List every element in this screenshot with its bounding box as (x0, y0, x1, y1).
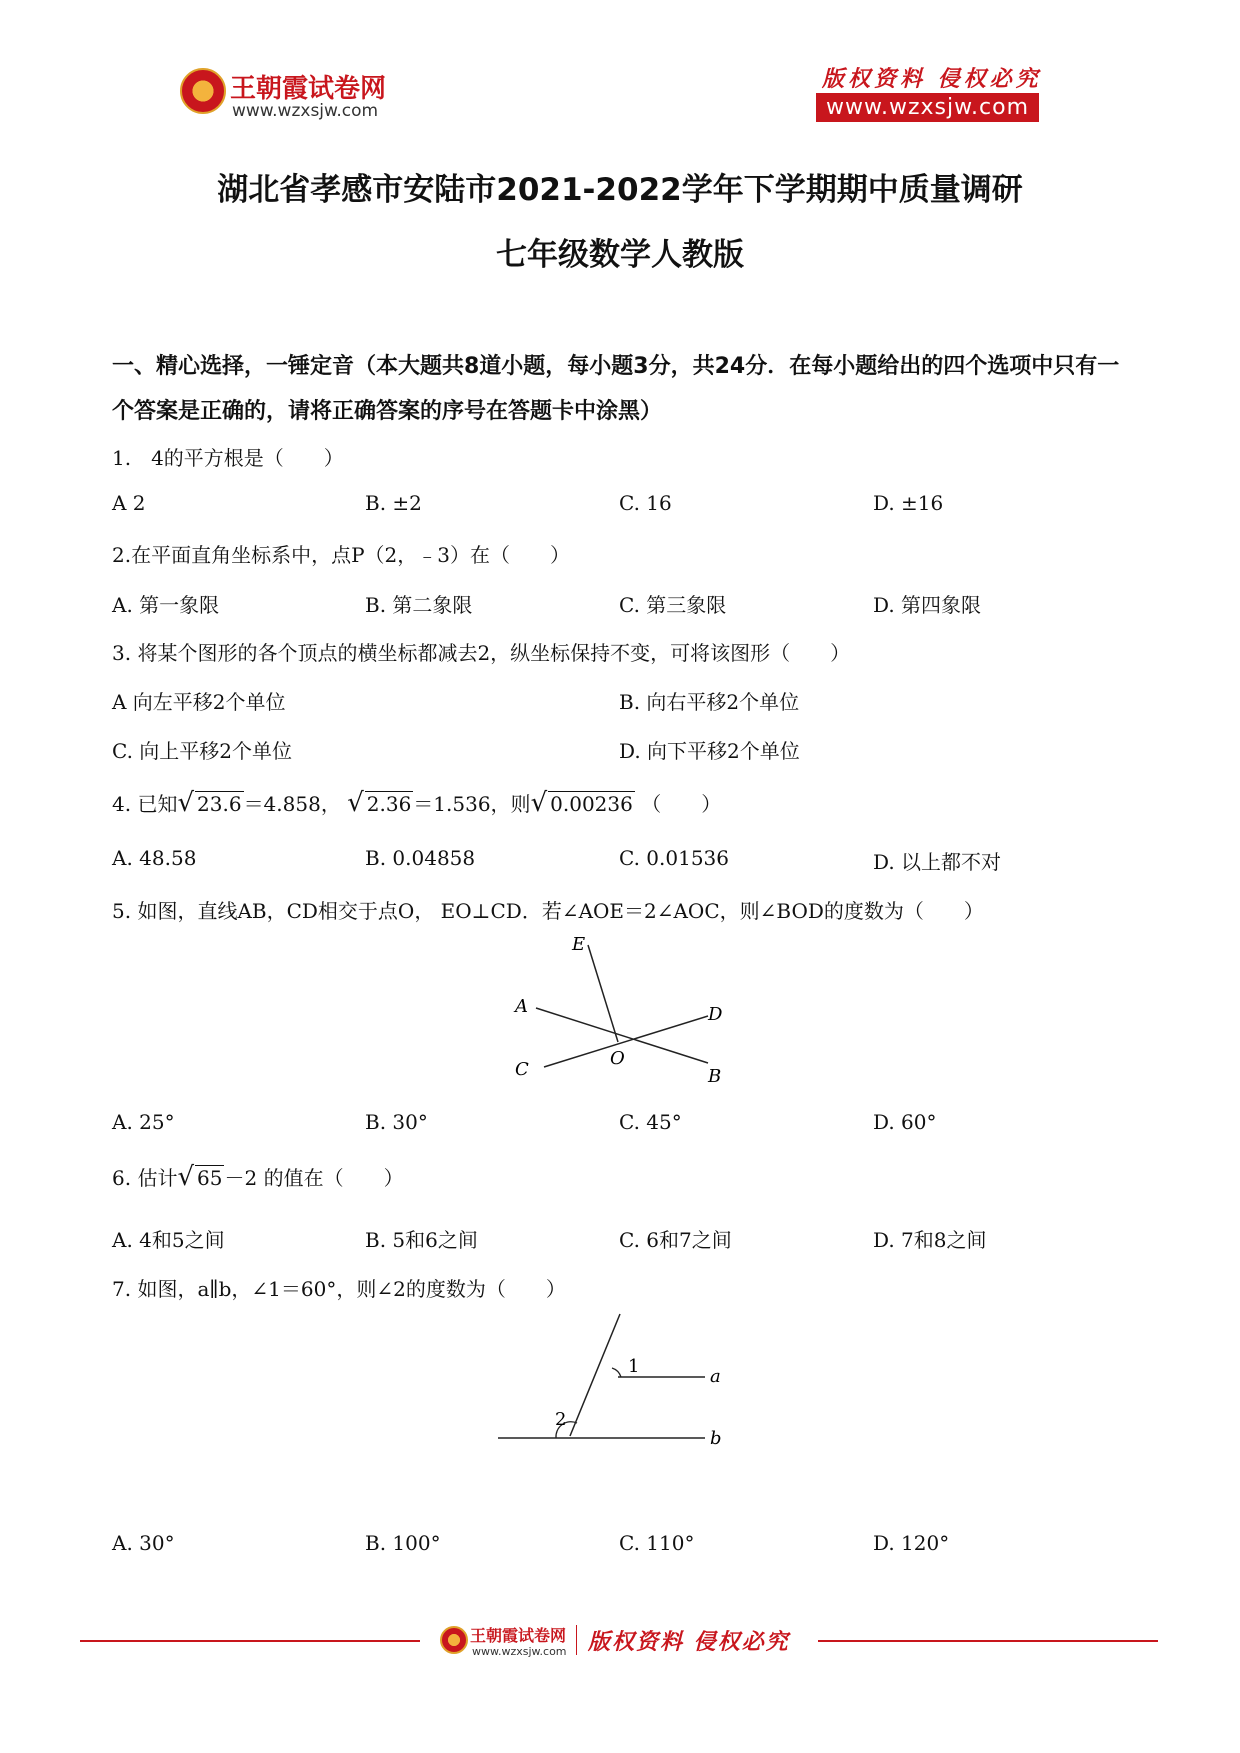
q4-radicand-2: 2.36 (366, 792, 412, 816)
q5-option-a: A. 25° (112, 1110, 175, 1134)
q4-radicand-3: 0.00236 (550, 792, 633, 816)
q2-option-a: A. 第一象限 (112, 593, 220, 617)
q7-option-d: D. 120° (873, 1531, 950, 1555)
label-angle-2: 2 (555, 1409, 567, 1430)
q2-option-c: C. 第三象限 (619, 593, 727, 617)
question-7: 7. 如图，a∥b，∠1＝60°，则∠2的度数为（ ） (112, 1277, 566, 1301)
sqrt-symbol-icon: √ (177, 788, 195, 818)
q1-option-c: C. 16 (619, 491, 672, 515)
q7-option-a: A. 30° (112, 1531, 175, 1555)
q1-option-a: A 2 (112, 491, 146, 515)
q4-option-b: B. 0.04858 (365, 846, 476, 870)
q4-option-d: D. 以上都不对 (873, 850, 1002, 874)
page-title: 湖北省孝感市安陆市2021-2022学年下学期期中质量调研 (217, 172, 1023, 208)
angle-1-arc (612, 1368, 621, 1377)
q2-option-b: B. 第二象限 (365, 593, 473, 617)
q3-option-d: D. 向下平移2个单位 (619, 739, 800, 763)
footer-line-right (818, 1640, 1158, 1642)
footer-seal-icon (440, 1626, 468, 1654)
question-4: 4. 已知√ 23.6 ＝4.858， √ 2.36 ＝1.536，则√ 0.00236 （ ） (112, 788, 722, 818)
transversal-line (570, 1314, 620, 1436)
label-d: D (708, 1004, 723, 1025)
q4-option-a: A. 48.58 (112, 846, 197, 870)
q1-option-d: D. ±16 (873, 491, 944, 515)
label-o: O (610, 1048, 625, 1069)
q7-option-c: C. 110° (619, 1531, 695, 1555)
footer-divider (576, 1625, 577, 1655)
q5-figure (500, 930, 740, 1090)
line-eo (588, 945, 618, 1042)
q5-option-b: B. 30° (365, 1110, 428, 1134)
q7-figure (490, 1310, 740, 1460)
header-copyright: 版权资料 侵权必究 (822, 66, 1042, 92)
q7-option-b: B. 100° (365, 1531, 441, 1555)
q6-option-b: B. 5和6之间 (365, 1228, 478, 1252)
header-logo-name: 王朝霞试卷网 (230, 74, 387, 104)
q5-option-d: D. 60° (873, 1110, 937, 1134)
q3-option-c: C. 向上平移2个单位 (112, 739, 293, 763)
brand-seal-icon (180, 68, 226, 114)
label-a: A (515, 996, 528, 1017)
q6-radicand: 65 (197, 1166, 223, 1190)
question-2: 2.在平面直角坐标系中，点P（2，﹣3）在（ ） (112, 543, 570, 567)
footer-line-left (80, 1640, 420, 1642)
label-c: C (515, 1059, 529, 1080)
q4-option-c: C. 0.01536 (619, 846, 730, 870)
page-subtitle: 七年级数学人教版 (496, 237, 744, 273)
sqrt-symbol-icon: √ (347, 788, 364, 818)
line-cd (544, 1016, 708, 1067)
q4-radicand-1: 23.6 (197, 792, 242, 816)
sqrt-symbol-icon: √ (177, 1162, 195, 1192)
footer-copyright: 版权资料 侵权必究 (588, 1629, 790, 1655)
question-5: 5. 如图，直线AB，CD相交于点O， EO⊥CD．若∠AOE＝2∠AOC，则∠BOD的度数为（ ） (112, 899, 984, 923)
q1-option-b: B. ±2 (365, 491, 422, 515)
q6-option-a: A. 4和5之间 (112, 1228, 225, 1252)
footer-logo-url[interactable]: www.wzxsjw.com (472, 1645, 567, 1658)
header-logo-url[interactable]: www.wzxsjw.com (232, 101, 379, 121)
header-url-badge[interactable]: www.wzxsjw.com (816, 93, 1039, 122)
q5-option-c: C. 45° (619, 1110, 682, 1134)
q6-option-d: D. 7和8之间 (873, 1228, 987, 1252)
q6-option-c: C. 6和7之间 (619, 1228, 732, 1252)
question-6: 6. 估计√ 65 －2 的值在（ ） (112, 1162, 404, 1192)
q3-option-b: B. 向右平移2个单位 (619, 690, 800, 714)
section-heading: 一、精心选择，一锤定音（本大题共8道小题，每小题3分，共24分．在每小题给出的四个选项中只有一个答案是正确的，请将正确答案的序号在答题卡中涂黑） (112, 354, 1120, 424)
q3-option-a: A 向左平移2个单位 (112, 690, 286, 714)
label-b: b (710, 1428, 722, 1449)
q2-option-d: D. 第四象限 (873, 593, 982, 617)
question-1: 1. 4的平方根是（ ） (112, 446, 344, 470)
label-a: a (710, 1366, 721, 1387)
label-b: B (708, 1066, 722, 1087)
sqrt-symbol-icon: √ (530, 788, 548, 818)
label-e: E (572, 934, 586, 955)
footer-logo-name: 王朝霞试卷网 (470, 1626, 567, 1645)
question-3: 3. 将某个图形的各个顶点的横坐标都减去2，纵坐标保持不变，可将该图形（ ） (112, 641, 851, 665)
label-angle-1: 1 (628, 1356, 640, 1377)
